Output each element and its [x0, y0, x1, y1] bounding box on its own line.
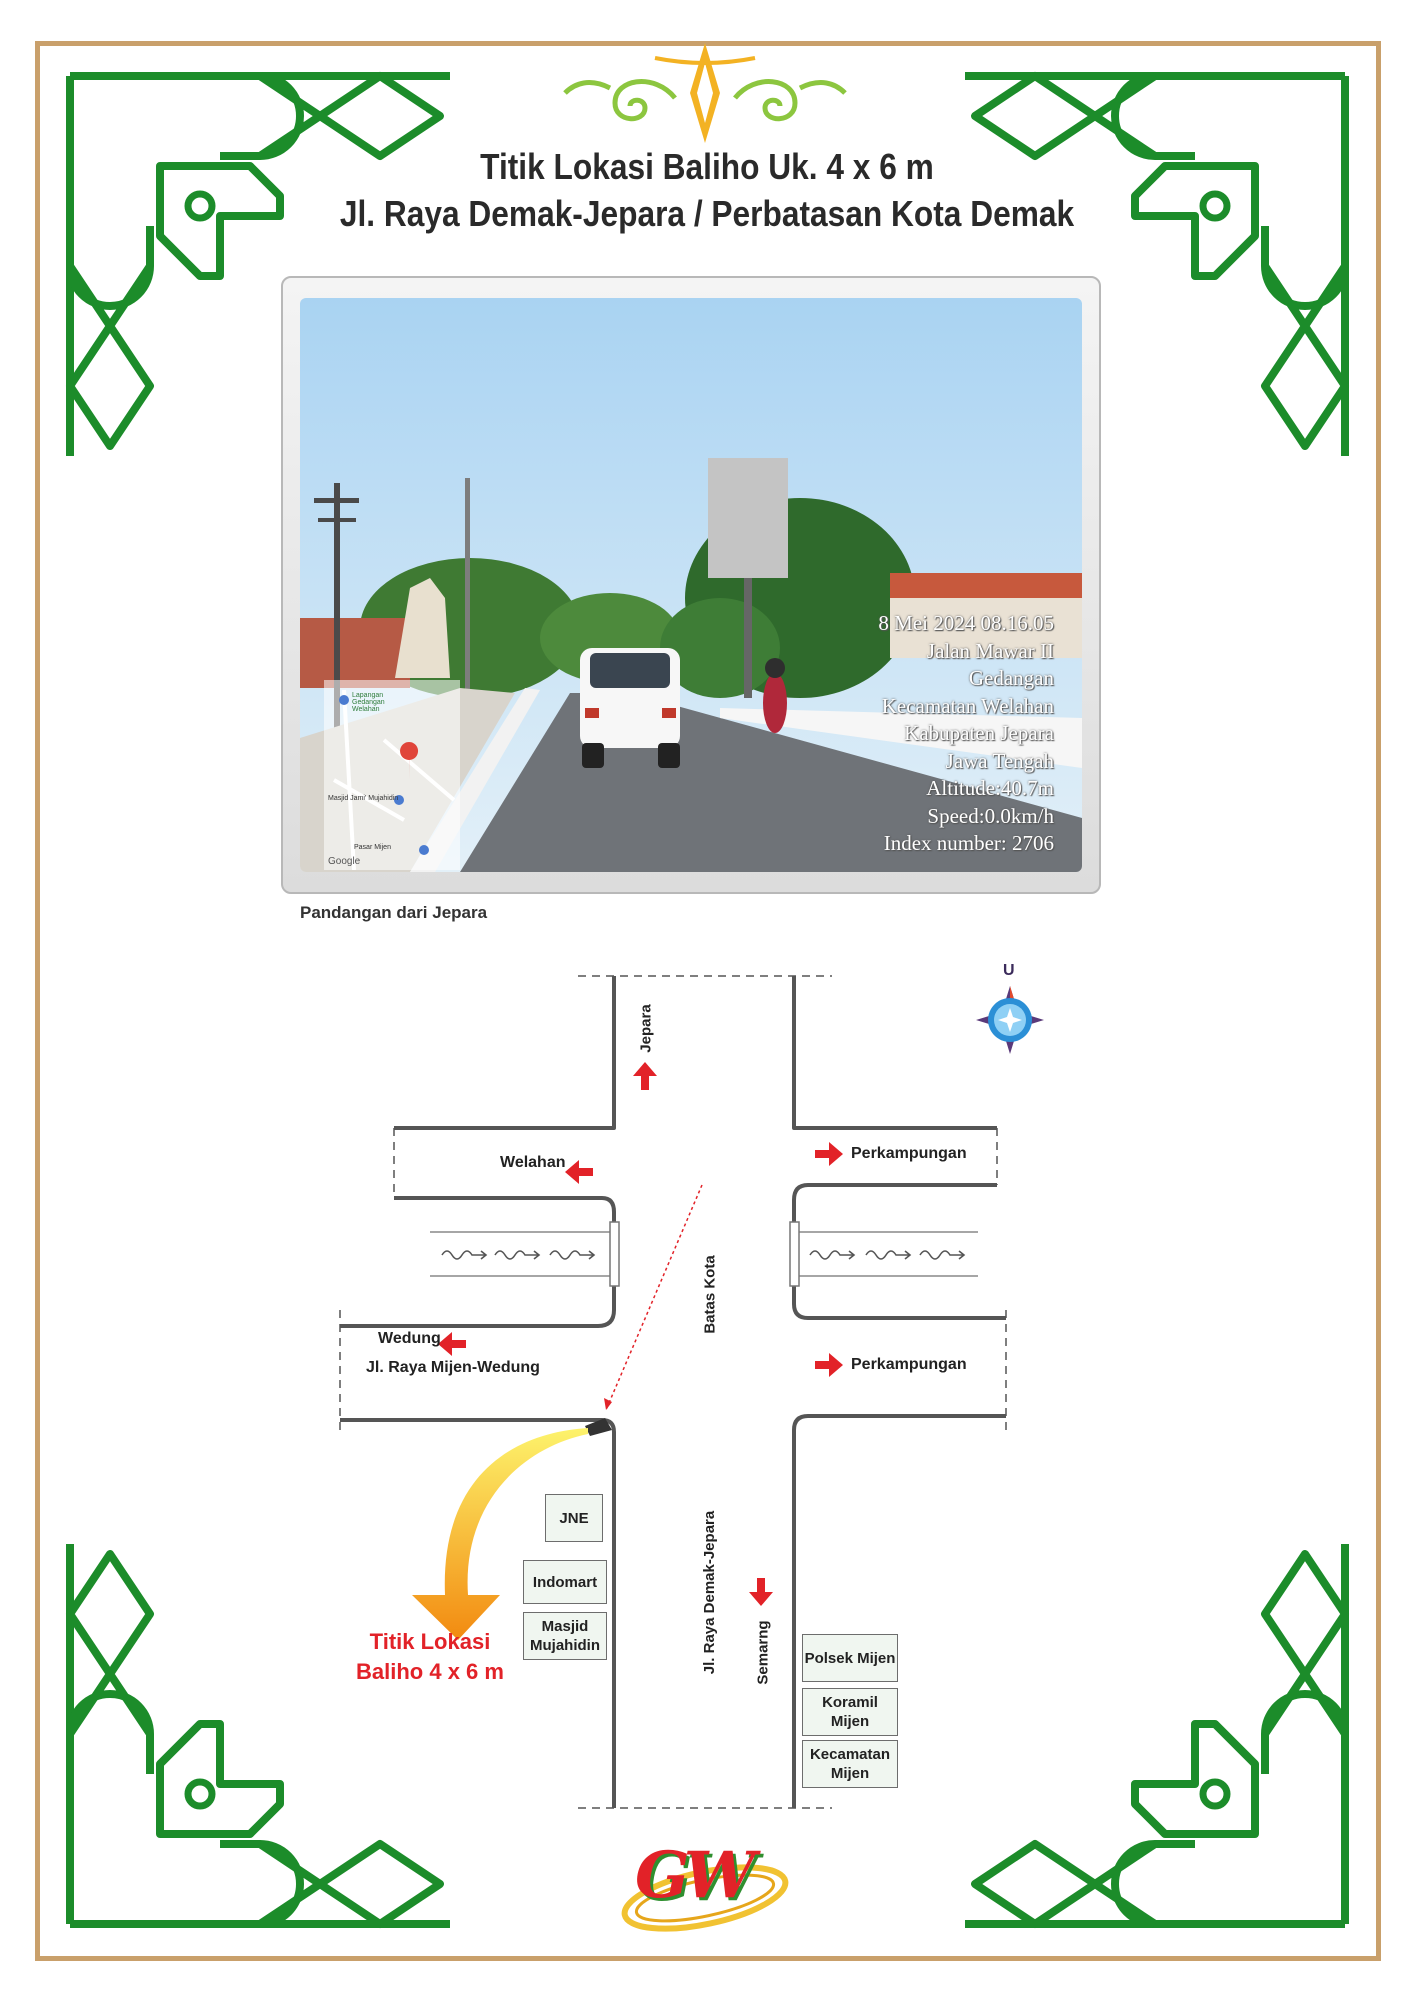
stamp-line-regency: Kabupaten Jepara [904, 721, 1054, 745]
minimap-label-3: Pasar Mijen [354, 844, 391, 851]
sight-line [606, 1185, 702, 1410]
arrow-right-perkampungan-bottom [815, 1353, 843, 1377]
road-edge-main-left-upper [394, 976, 614, 1128]
arrow-up-jepara [633, 1062, 657, 1090]
minimap-google-label: Google [328, 856, 361, 867]
landmark-masjid-mujahidin: Masjid Mujahidin [523, 1612, 607, 1660]
arrow-right-perkampungan-top [815, 1142, 843, 1166]
stamp-line-altitude: Altitude:40.7m [926, 776, 1054, 800]
label-mijen-wedung-road: Jl. Raya Mijen-Wedung [366, 1359, 540, 1376]
label-demak-jepara-road: Jl. Raya Demak-Jepara [701, 1510, 719, 1675]
stamp-line-village: Gedangan [968, 666, 1054, 690]
stamp-line-province: Jawa Tengah [945, 748, 1054, 773]
company-logo [615, 1828, 795, 1938]
stamp-line-date: 8 Mei 2024 08.16.05 [878, 611, 1054, 635]
landmark-kecamatan-mijen: Kecamatan Mijen [802, 1740, 898, 1788]
label-welahan: Welahan [500, 1154, 566, 1171]
road-edge-right-side-street [794, 1185, 1006, 1318]
landmark-koramil-mijen: Koramil Mijen [802, 1688, 898, 1736]
road-edge-left-side-street [340, 1198, 614, 1326]
stamp-line-speed: Speed:0.0km/h [927, 803, 1054, 828]
landmark-jne: JNE [545, 1494, 603, 1542]
title-line-2: Jl. Raya Demak-Jepara / Perbatasan Kota Demak [339, 193, 1075, 234]
billboard-location-label [345, 1627, 515, 1687]
arrow-left-wedung [438, 1332, 466, 1356]
label-perkampungan-bottom: Perkampungan [851, 1356, 967, 1373]
stamp-line-district: Kecamatan Welahan [881, 693, 1054, 718]
label-perkampungan-top: Perkampungan [851, 1145, 967, 1162]
logo-text: GW [635, 1838, 750, 1913]
landmark-polsek-mijen: Polsek Mijen [802, 1634, 898, 1682]
minimap-label-1: Lapangan Gedangan Welahan [352, 692, 385, 713]
location-label-line-2: Baliho 4 x 6 m [356, 1659, 504, 1684]
compass-north-label: U [1003, 962, 1015, 979]
arrow-down-semarang [749, 1578, 773, 1606]
stamp-line-street: Jalan Mawar II [926, 638, 1054, 663]
road-edge-main-right-upper [794, 976, 997, 1128]
stamp-line-index: Index number: 2706 [883, 831, 1054, 855]
location-label-line-1: Titik Lokasi [369, 1629, 491, 1654]
photo-caption: Pandangan dari Jepara [300, 903, 488, 922]
compass-rose-icon [976, 986, 1044, 1054]
label-batas-kota: Batas Kota [701, 1255, 719, 1334]
arrow-left-welahan [565, 1160, 593, 1184]
label-wedung: Wedung [378, 1330, 441, 1347]
label-jepara: Jepara [637, 1004, 655, 1053]
landmark-indomart: Indomart [523, 1560, 607, 1604]
label-semarang: Semarng [754, 1620, 772, 1685]
minimap-label-2: Masjid Jami' Mujahidin [328, 795, 399, 802]
title-line-1: Titik Lokasi Baliho Uk. 4 x 6 m [480, 146, 934, 187]
